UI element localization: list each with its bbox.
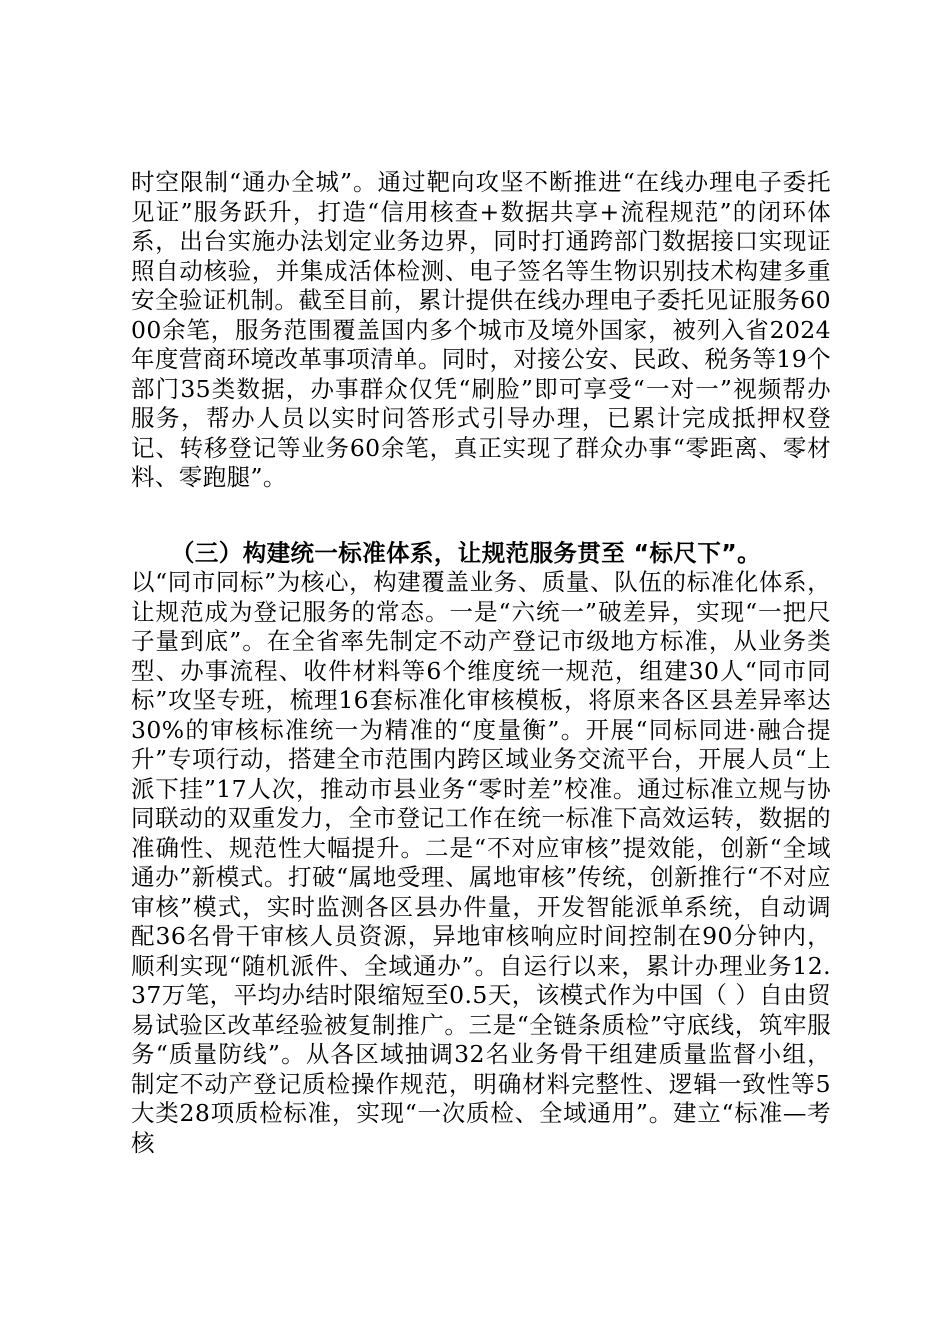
- body-paragraph-2: 以“同市同标”为核心，构建覆盖业务、质量、队伍的标准化体系，让规范成为登记服务的常态。一是“六统一”破差异，实现“一把尺子量到底”。在全省率先制定不动产登记市级地方标准，从业务类型、办事流程、收件材料等6个维度统一规范，组建30人“同市同标”攻坚专班，梳理16套标准化审核模板，将原来各区县差异率达30%的审核标准统一为精准的“度量衡”。开展“同标同进·融合提升”专项行动，搭建全市范围内跨区域业务交流平台，开展人员“上派下挂”17人次，推动市县业务“零时差”校准。通过标准立规与协同联动的双重发力，全市登记工作在统一标准下高效运转，数据的准确性、规范性大幅提升。二是“不对应审核”提效能，创新“全域通办”新模式。打破“属地受理、属地审核”传统，创新推行“不对应审核”模式，实时监测各区县办件量，开发智能派单系统，自动调配36名骨干审核人员资源，异地审核响应时间控制在90分钟内，顺利实现“随机派件、全域通办”。自运行以来，累计办理业务12.37万笔，平均办结时限缩短至0.5天，该模式作为中国（ ）自由贸易试验区改革经验被复制推广。三是“全链条质检”守底线，筑牢服务“质量防线”。从各区域抽调32名业务骨干组建质量监督小组，制定不动产登记质检操作规范，明确材料完整性、逻辑一致性等5大类28项质检标准，实现“一次质检、全域通用”。建立“标准—考核: [131, 568, 831, 1157]
- body-paragraph-1: 时空限制“通办全城”。通过靶向攻坚不断推进“在线办理电子委托见证”服务跃升，打造“信用核查+数据共享+流程规范”的闭环体系，出台实施办法划定业务边界，同时打通跨部门数据接口实现证照自动核验，并集成活体检测、电子签名等生物识别技术构建多重安全验证机制。截至目前，累计提供在线办理电子委托见证服务6000余笔，服务范围覆盖国内多个城市及境外国家，被列入省2024年度营商环境改革事项清单。同时，对接公安、民政、税务等19个部门35类数据，办事群众仅凭“刷脸”即可享受“一对一”视频帮办服务，帮办人员以实时问答形式引导办理，已累计完成抵押权登记、转移登记等业务60余笔，真正实现了群众办事“零距离、零材料、零跑腿”。: [131, 168, 831, 491]
- section-heading: （三）构建统一标准体系，让规范服务贯至 “标尺下”。: [171, 539, 761, 567]
